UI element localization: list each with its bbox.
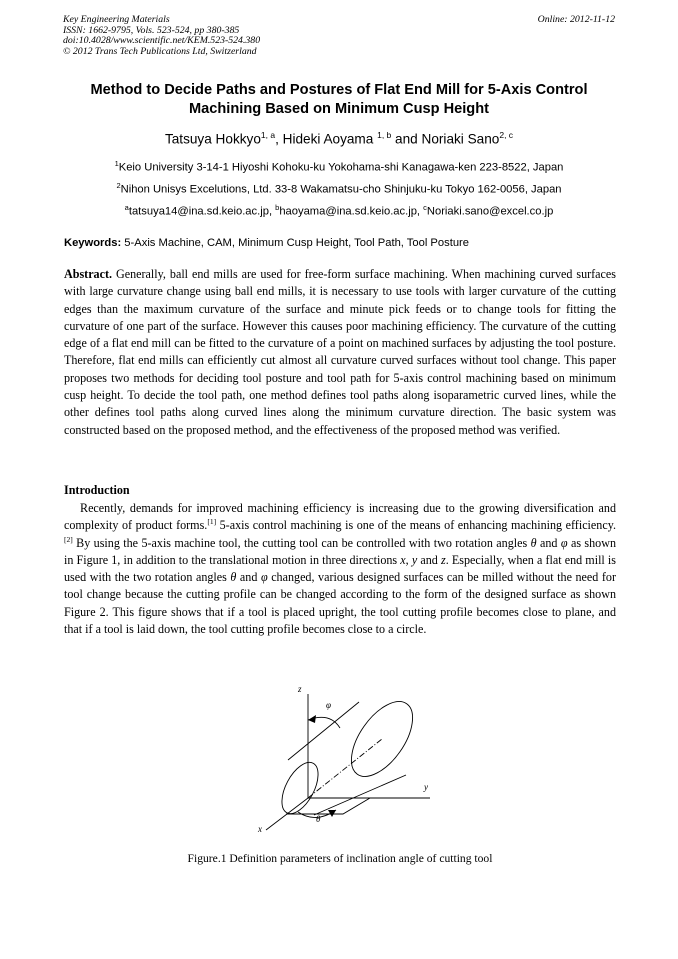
author-name: Tatsuya Hokkyo [164,131,261,147]
title-line-1: Method to Decide Paths and Postures of Flat End Mill for 5-Axis Control [90,82,588,98]
affiliation-text: Keio University 3-14-1 Hiyoshi Kohoku-ku Yokohama-shi Kanagawa-ken 223-8522, Japan [118,161,564,174]
label-theta: θ [316,814,321,824]
intro-text: Recently, demands for improved machining efficiency is increasing due to the growing diversification and complexity of product forms. [64,501,616,533]
intro-text: and [417,552,441,567]
symbol-phi: φ [260,570,268,585]
keywords-text: 5-Axis Machine, CAM, Minimum Cusp Height, Tool Path, Tool Posture [121,237,469,249]
figure-1-caption: Figure.1 Definition parameters of inclination angle of cutting tool [187,852,493,865]
intro-text: 5-axis control machining is one of the means of enhancing machining efficiency. [216,518,616,533]
copyright-line: © 2012 Trans Tech Publications Ltd, Switzerland [63,45,257,57]
cylinder-top-face [339,691,424,787]
label-z: z [298,684,302,694]
theta-arrowhead [328,810,336,817]
symbol-z: z [440,552,446,567]
intro-text: . Especially, when a flat end mill is used with the two rotation angles [64,552,617,585]
author-affiliation-mark: 2, c [499,130,514,140]
base-plane [286,798,370,814]
cylinder-edge-bottom [314,775,406,815]
label-x: x [258,824,262,834]
issn-line: ISSN: 1662-9795, Vols. 523-524, pp 380-385 [63,24,240,36]
intro-text: as shown in Figure 1, in addition to the translational motion in three directions [64,535,617,567]
cylinder-bottom-face [274,757,325,820]
cylinder-edge-top [288,702,359,760]
email-mark: a [124,203,129,212]
journal-header [63,15,615,57]
journal-name: Key Engineering Materials [63,14,170,25]
figure-1 [240,672,450,844]
author-separator: , [275,131,283,147]
abstract-text: Generally, ball end mills are used for free-form surface machining. When machining curved surfaces with large curvature change using ball end mills, it is necessary to use tools with larger curvature of the cutting edges than the maximum curvature of the surface and minute pick feeds or to change tools for fitting the curvature of one part of the surface. However this causes poor machining efficiency. The curvature of the cutting edge of a flat end mill can be fitted to the curvature of a point on machined surfaces by adjusting the tool posture. Therefore, flat end mills can efficiently cut almost all curvature curved surfaces without tool change. This paper proposes two methods for deciding tool posture and tool path for 5-axis control machining based on minimum cusp height. To decide the tool path, one method defines tool paths along isoparametric curved lines, while the other defines tool paths along curved lines along the minimum curvature direction. The basic system was constructed based on the proposed method, and the effectiveness of the proposed method was verified. [64,267,616,437]
affiliation-mark: 1 [114,159,119,168]
email-link[interactable]: haoyama@ina.sd.keio.ac.jp, [279,205,424,218]
abstract-label: Abstract. [64,267,113,281]
section-heading-introduction: Introduction [64,483,130,497]
symbol-y: y [411,552,418,567]
tool-inclination-diagram [240,672,450,844]
online-date: Online: 2012-11-12 [537,14,615,25]
abstract [64,266,616,439]
affiliation-text: Nihon Unisys Excelutions, Ltd. 33-8 Wakamatsu-cho Shinjuku-ku Tokyo 162-0056, Japan [120,183,562,196]
paper-title [40,81,638,119]
email-link[interactable]: Noriaki.sano@excel.co.jp [426,205,554,218]
intro-text: By using the 5-axis machine tool, the cutting tool can be controlled with two rotation angles [72,535,531,550]
email-mark: c [423,203,427,212]
citation-2[interactable]: [2] [64,534,73,544]
symbol-x: x [400,552,406,567]
intro-text: and [536,535,561,550]
email-list [40,201,638,219]
author-name: Noriaki Sano [421,131,500,147]
citation-1[interactable]: [1] [207,517,217,527]
author-separator: and [391,131,422,147]
intro-text: and [236,570,261,585]
intro-text: , [405,552,412,567]
keywords [64,236,616,250]
author-list [40,126,638,149]
author-affiliation-mark: 1, b [377,130,392,140]
author-name: Hideki Aoyama [282,131,378,147]
keywords-label: Keywords: [64,237,122,249]
label-y: y [424,782,428,792]
affiliation-2 [40,179,638,197]
introduction-paragraph [64,500,616,638]
symbol-phi: φ [560,535,568,550]
intro-text: changed, various designed surfaces can be milled without the need for tool change because the cutting profile can be changed according to the form of the designed surface as shown Figure 2. This figure shows that if a tool is placed upright, the tool cutting profile becomes close to plane, and that if a tool is laid down, the tool cutting profile becomes close to a circle. [64,570,616,637]
symbol-theta: θ [530,535,537,550]
title-line-2: Machining Based on Minimum Cusp Height [189,101,489,117]
author-affiliation-mark: 1, a [260,130,276,140]
email-link[interactable]: tatsuya14@ina.sd.keio.ac.jp, [128,205,276,218]
doi-line: doi:10.4028/www.scientific.net/KEM.523-524.380 [63,35,261,47]
affiliation-1 [40,157,638,175]
phi-arrowhead [308,715,316,723]
tool-axis [308,739,382,798]
email-mark: b [275,203,280,212]
affiliation-mark: 2 [116,181,121,190]
symbol-theta: θ [230,570,237,585]
label-phi: φ [326,700,331,710]
